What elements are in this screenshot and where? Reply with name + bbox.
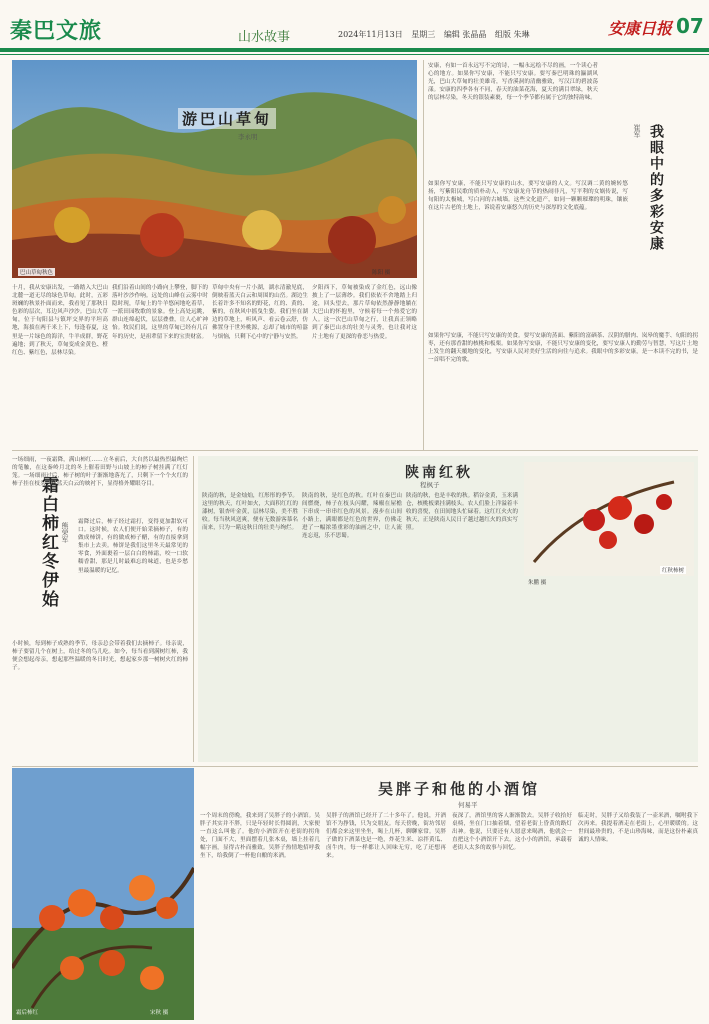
landscape-image: [12, 60, 417, 278]
article-1-photo-credit: 陈阳 摄: [372, 270, 391, 276]
article-2-col-a: 安康，有如一首永远写不完的诗，一幅永远绘不尽的画，一个读心者心的地方。如果你写安康，不能只写安康。要写秦巴明珠的瀛湖风光，巴山大草甸的壮美雄奇，写香溪洞的清幽雅致，写汉江的碧波荡漾。安康的四季各有不同，春天的油菜花海，夏天的满目翠绿，秋天的层林尽染，冬天的银装素裹，每一个季节都有属于它的独特韵味。: [428, 63, 598, 102]
article-1-col-c: 草甸中央有一片小湖，湖水清澈见底，倒映着蓝天白云和周围的山峦。湖边生长着许多不知名的野花，红的、黄的、紫的，在秋风中摇曳生姿。我们坐在湖边的草地上，听风声、看云卷云舒，仿佛置身于世外桃源，忘却了城市的喧嚣与烦恼，只剩下心中的宁静与安然。: [212, 285, 308, 340]
article-5-title: 吴胖子和他的小酒馆: [378, 780, 541, 798]
persimmon-image-small: [524, 462, 694, 576]
issue-weekday: 星期三: [411, 30, 436, 39]
page-header: [0, 0, 709, 50]
article-3-col-a: 一场细雨，一夜霜降，满山柿红……立冬前后，大自然以最热烈最绚烂的笔触，在这秦岭月北的冬上催着田野与山坡上的柿子树挂满了红灯笼。一场细雨过后，柿子树的叶子渐渐地落光了，只剩下一个个火红的柿子挂在枝头，在蓝天白云的映衬下，显得格外耀眼夺目。: [12, 457, 188, 488]
issue-date: 2024年11月13日: [338, 30, 403, 39]
article-1-col-a: 十月，我从安康出发，一路踏入大巴山北麓一道无尽的绿色草甸。此时，五彩斑斓的秋景扑面而来，我看见了那秋日色彩的层次，耳边风声沙沙。巴山大草甸，位于旬阳县与镇坪交界的平坦高地，海拔在两千米上下，每逢春夏，这里是一片绿色的海洋，牛羊成群，野花遍地；到了秋天，草甸变成金黄色、橙红色、紫红色，层林尽染。: [12, 285, 108, 356]
issue-info: [338, 29, 535, 40]
header-rule: [0, 48, 709, 52]
persimmon-photo-large: [12, 768, 194, 1020]
article-5-col-d: 临走时，吴胖子又给我装了一壶米酒，嘱咐我下次再来。我提着酒走在老街上，心里暖暖的。这世间最珍贵的，不是山珍海味，而是这份朴素真诚的人情味。: [578, 813, 698, 844]
persimmon-image-large: [12, 768, 194, 1020]
article-2-title: 我眼中的多彩安康: [648, 124, 664, 252]
article-1-col-d: 夕阳西下，草甸被染成了金红色，远山像披上了一层薄纱。我们依依不舍地踏上归途，回头望去，那片草甸依然静静地躺在大巴山的怀抱里，守候着每一个热爱它的人。这一次巴山草甸之行，让我真正领略到了秦巴山水的壮美与灵秀，也让我对这片土地有了更深的眷恋与热爱。: [312, 285, 417, 340]
horizontal-divider-1: [12, 450, 698, 451]
section-name: 秦巴文旅: [10, 18, 103, 44]
article-4-photo-credit: 朱鹏 摄: [528, 580, 547, 586]
horizontal-divider-2: [12, 766, 698, 767]
persimmon-photo-small: [524, 462, 694, 576]
article-4-col-c: 陕南的秋，也是丰收的秋。稻谷金黄，玉米满仓，核桃板栗挂满枝头。农人们脸上洋溢着丰收的喜悦，在田间地头忙碌着。这红红火火的秋天，正是陕南人民日子越过越红火的真实写照。: [406, 493, 518, 532]
article-5-col-c: 夜深了，酒馆里的客人渐渐散去。吴胖子收拾好桌椅，坐在门口抽着烟，望着老街上昏黄的路灯出神。他说，只要还有人愿意来喝酒，他就会一直把这个小酒馆开下去。这小小的酒馆，承载着老街人太多的故事与回忆。: [452, 813, 572, 852]
landscape-photo: [12, 60, 417, 278]
article-2-col-b: 如果你写安康，不能只写安康的山水，要写安康的人文。写汉调二黄的婉转悠扬，写紫阳民歌的质朴动人，写安康龙舟节的热闹非凡，写平利的女娲传说，写旬阳的太极城，写白河的古城墙。这些文化遗产，如同一颗颗璀璨的明珠，镶嵌在这片古老的土地上，诉说着安康悠久的历史与深厚的文化底蕴。: [428, 181, 628, 212]
column-divider-2: [193, 456, 194, 762]
article-4-col-a: 陕南的秋，是金灿灿，红彤彤的季节。这里的秋天，红叶如火，大面积红红的漆树，银杏叶金黄，层林尽染，美不胜收。每当秋风送爽，便有无数游客慕名而来，只为一睹这秋日的壮美与绚烂。: [202, 493, 298, 532]
article-1-col-b: 我们沿着山间的小路向上攀登，脚下的落叶沙沙作响。远处的山峰在云雾中时隐时现，草甸上的牛羊悠闲地吃着草，一派田园牧歌的景象。登上高处远眺，群山连绵起伏，层层叠叠，让人心旷神怡。牧民们说，这里的草甸已经有几百年的历史，是祖辈留下来的宝贵财富。: [112, 285, 208, 340]
issue-editor: 编辑 张晶晶: [443, 30, 487, 39]
article-3-title: 霜白柿红冬伊始: [38, 476, 58, 609]
article-1-photo-caption: 巴山草甸秋色: [20, 270, 54, 276]
header-rule-thin: [0, 54, 709, 55]
article-2-author: 崔军: [633, 124, 641, 138]
article-3-photo-caption: 霜后柿红: [16, 1010, 39, 1016]
article-4-author: 程枫子: [420, 481, 440, 489]
article-5-col-a: 一个周末的傍晚，我来到了吴胖子的小酒馆。吴胖子其实并不胖，只是年轻时长得圆润，大家便一直这么叫他了。他的小酒馆开在老街的拐角处，门面不大，里面摆着几张木桌，墙上挂着几幅字画，显得古朴而雅致。吴胖子热情地招呼我坐下，给我倒了一杯他自酿的米酒。: [200, 813, 320, 860]
column-name: 山水故事: [238, 30, 291, 45]
article-1-title: 游巴山草甸: [178, 108, 276, 129]
article-4-title: 陕南红秋: [405, 465, 473, 481]
article-2-col-c: 如果你写安康，不能只写安康的美食。要写安康的蒸面、紫阳的富硒茶、汉阴的腊肉、岚皋的魔芋、旬阳的拐枣，还有那香甜的核桃和板栗。如果你写安康，不能只写安康的变化，要写安康人的勤劳与智慧，写这片土地上发生的翻天覆地的变化，写安康人民对美好生活的向往与追求。我眼中的多彩安康，是一本读不完的书，是一首唱不完的歌。: [428, 333, 698, 364]
article-4-col-b: 陕南的秋，是红色的秋。红叶在秦巴山间燃烧，柿子在枝头闪耀，辣椒在屋檐下串成一串串红色的风景。漫步在山间小路上，满眼都是红色的世界，仿佛走进了一幅浓墨重彩的油画之中，让人流连忘返，乐不思蜀。: [302, 493, 402, 540]
page-number: 07: [676, 14, 704, 38]
masthead-logo: 安康日报: [608, 19, 673, 38]
article-1-author: 李永明: [238, 133, 258, 141]
article-5-author: 何易平: [458, 801, 478, 809]
article-3-photo-credit: 宋秋 摄: [150, 1010, 169, 1016]
column-divider: [423, 60, 424, 450]
article-3-author: 熊荣军: [61, 522, 69, 543]
issue-designer: 组版 朱琳: [494, 30, 530, 39]
article-3-col-c: 小时候，每到柿子成熟的季节，母亲总会带着我们去摘柿子。母亲说，柿子要留几个在树上，给过冬的鸟儿吃。如今，每当看到满树红柿，我便会想起母亲，想起那些温暖的冬日时光，想起家乡那一树树火红的柿子。: [12, 641, 188, 672]
article-3-col-b: 霜降过后，柿子经过霜打，变得更加甜软可口。这时候，农人们便开始采摘柿子，有的做成柿饼，有的做成柿子醋，有的直接拿到集市上去卖。柿饼是我们这里冬天最常见的零食，外面裹着一层白白的柿霜，咬一口软糯香甜，那是儿时最难忘的味道，也是乡愁里最温暖的记忆。: [78, 519, 188, 574]
article-4-photo-caption: 红秋柿树: [662, 568, 685, 574]
article-5-col-b: 吴胖子的酒馆已经开了二十多年了。他说，开酒馆不为挣钱，只为交朋友。每天傍晚，街坊邻居们都会来这里坐坐，喝上几杯，聊聊家常。吴胖子做的下酒菜也是一绝，炸花生米、凉拌黄瓜、卤牛肉，每一样都让人回味无穷，吃了还想再来。: [326, 813, 446, 860]
